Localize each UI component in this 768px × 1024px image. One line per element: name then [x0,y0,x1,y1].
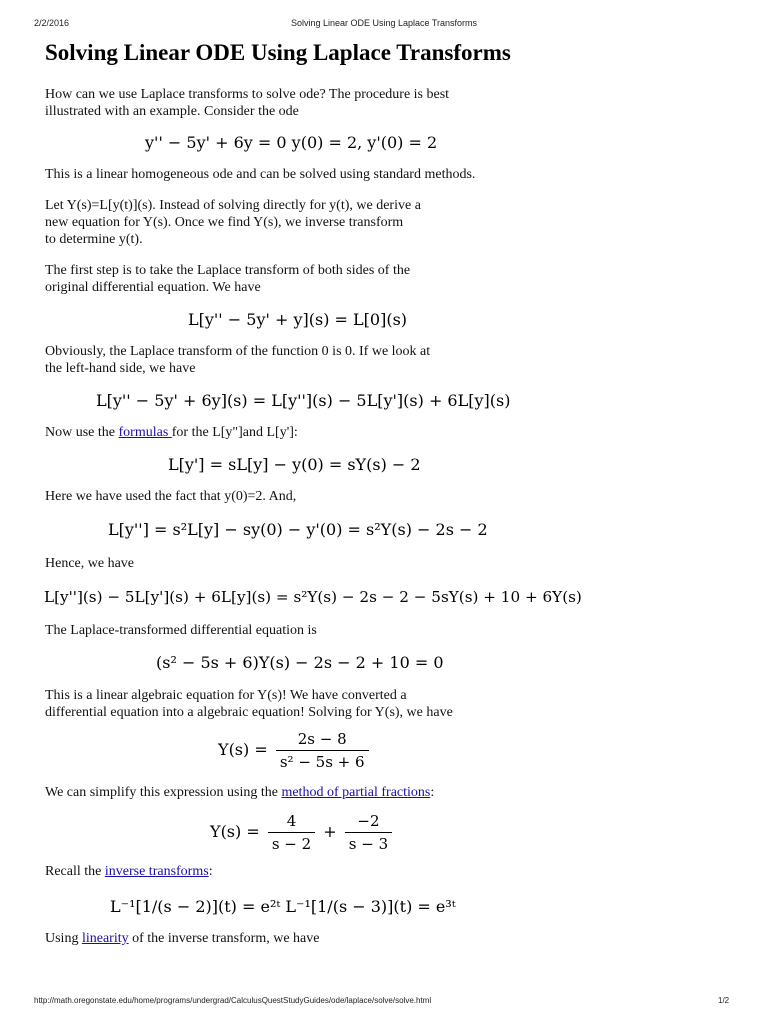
paragraph-left-hand-side: Obviously, the Laplace transform of the function 0 is 0. If we look at the left-hand side, we have [45,344,431,376]
page-title: Solving Linear ODE Using Laplace Transforms [45,40,511,65]
equation-Y-fraction: Y(s) = $\frac{2s - 8}{\text{s² − 5s + 6}}$ [218,730,372,771]
print-date: 2/2/2016 [34,18,70,28]
formulas-link[interactable]: formulas [118,425,172,440]
paragraph-initial-condition: Here we have used the fact that y(0)=2. And, [45,489,297,504]
paragraph-first-step: The first step is to take the Laplace transform of both sides of the original differential equation. We have [45,263,411,295]
equation-ode: y'' − 5y' + 6y = 0 y(0) = 2, y'(0) = 2 [145,133,438,152]
paragraph-define-Y: Let Y(s)=L[y(t)](s). Instead of solving directly for y(t), we derive a new equation for Y(s). Once we find Y(s), we inverse transform to determine y(t). [45,198,421,247]
print-url: http://math.oregonstate.edu/home/programs/undergrad/CalculusQuestStudyGuides/ode/laplace/solve/solve.html [34,996,432,1005]
paragraph-use-formulas: Now use the formulas for the L[y"]and L[y']: [45,425,298,440]
fraction-first: $\frac{4}{s - 2}$ [268,812,315,853]
paragraph-using-linearity: Using linearity of the inverse transform, we have [45,931,320,946]
paragraph-solve-for-Y: This is a linear algebraic equation for Y(s)! We have converted a differential equation into a algebraic equation! Solving for Y(s), we have [45,688,453,720]
print-page-number: 1/2 [718,996,730,1005]
equation-first-derivative: L[y'] = sL[y] − y(0) = sY(s) − 2 [168,455,421,474]
fraction-second: $\frac{-2}{s - 3}$ [345,812,392,853]
paragraph-partial-fractions: We can simplify this expression using the method of partial fractions: [45,785,435,800]
fraction: $\frac{2s - 8}{\text{s² − 5s + 6}}$ [276,730,369,771]
partial-fractions-link[interactable]: method of partial fractions [281,785,431,800]
paragraph-transformed-equation: The Laplace-transformed differential equation is [45,623,317,638]
equation-inverse-transforms: L⁻¹[1/(s − 2)](t) = e²ᵗ L⁻¹[1/(s − 3)](t) = e³ᵗ [110,897,456,916]
paragraph-linear-homogeneous: This is a linear homogeneous ode and can be solved using standard methods. [45,167,476,182]
inverse-transforms-link[interactable]: inverse transforms [104,864,209,879]
equation-transform-both-sides: L[y'' − 5y' + y](s) = L[0](s) [188,310,408,329]
equation-second-derivative: L[y''] = s²L[y] − sy(0) − y'(0) = s²Y(s) − 2s − 2 [108,520,488,539]
paragraph-hence: Hence, we have [45,556,135,571]
print-page-title: Solving Linear ODE Using Laplace Transforms [290,18,478,28]
equation-combined: L[y''](s) − 5L[y'](s) + 6L[y](s) = s²Y(s) − 2s − 2 − 5sY(s) + 10 + 6Y(s) [44,588,582,606]
intro-paragraph: How can we use Laplace transforms to solve ode? The procedure is best illustrated with an example. Consider the ode [45,87,450,119]
equation-partial-fraction-result: Y(s) = $\frac{4}{s - 2}$ + $\frac{-2}{s - 3}$ [210,812,395,853]
equation-algebraic: (s² − 5s + 6)Y(s) − 2s − 2 + 10 = 0 [156,653,444,672]
linearity-link[interactable]: linearity [81,931,129,946]
equation-linearity-expansion: L[y'' − 5y' + 6y](s) = L[y''](s) − 5L[y'](s) + 6L[y](s) [96,391,511,410]
paragraph-recall-inverse: Recall the inverse transforms: [45,864,213,879]
